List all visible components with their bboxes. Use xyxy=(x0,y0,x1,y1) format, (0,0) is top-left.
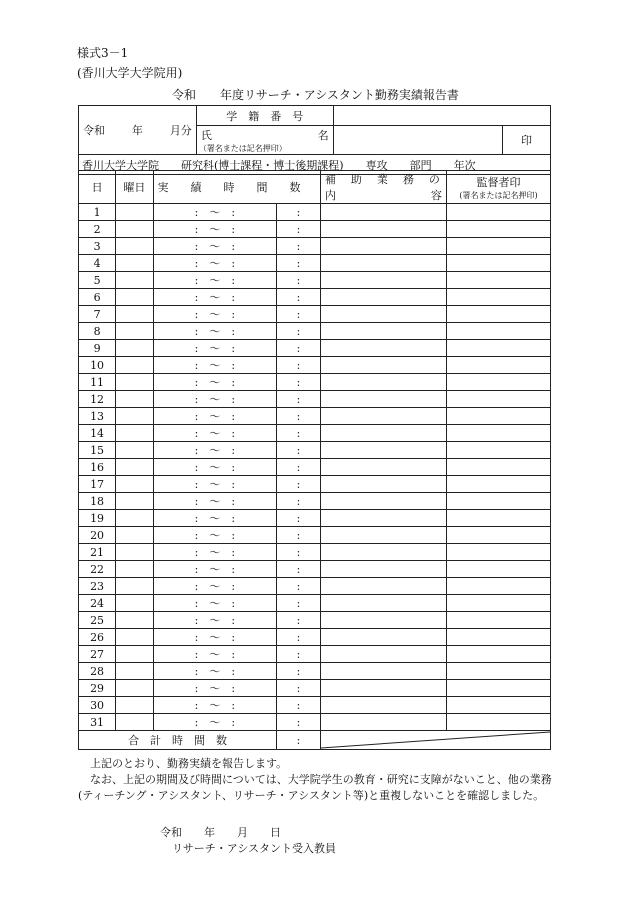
hours-cell[interactable]: : xyxy=(277,323,321,340)
weekday-cell[interactable] xyxy=(116,425,153,442)
time-range-cell[interactable]: : 〜 : xyxy=(153,544,277,561)
duties-header-right: 容 xyxy=(430,189,442,202)
weekday-cell[interactable] xyxy=(116,255,153,272)
duty-content-cell[interactable] xyxy=(320,629,446,646)
seal-mark: 印 xyxy=(503,126,551,155)
day-number: 22 xyxy=(79,561,116,578)
supervisor-seal-cell[interactable] xyxy=(446,493,550,510)
time-range-cell[interactable]: : 〜 : xyxy=(153,425,277,442)
time-range-cell[interactable]: : 〜 : xyxy=(153,442,277,459)
duty-content-cell[interactable] xyxy=(320,238,446,255)
supervisor-seal-cell[interactable] xyxy=(446,323,550,340)
day-row xyxy=(79,680,551,697)
day-row xyxy=(79,459,551,476)
hours-cell[interactable]: : xyxy=(277,442,321,459)
hours-cell[interactable]: : xyxy=(277,714,321,731)
day-row xyxy=(79,697,551,714)
supervisor-seal-cell[interactable] xyxy=(446,510,550,527)
affiliation-line[interactable]: 香川大学大学院 研究科(博士課程・博士後期課程) 専攻 部門 年次 xyxy=(79,155,551,175)
day-number: 29 xyxy=(79,680,116,697)
hours-cell[interactable]: : xyxy=(277,680,321,697)
day-number: 1 xyxy=(79,204,116,221)
weekday-header: 曜日 xyxy=(116,171,153,204)
duty-content-cell[interactable] xyxy=(320,493,446,510)
document-title: 令和 年度リサーチ・アシスタント勤務実績報告書 xyxy=(172,88,459,102)
duty-content-cell[interactable] xyxy=(320,663,446,680)
strike-line xyxy=(321,731,550,749)
day-number: 30 xyxy=(79,697,116,714)
time-range-cell[interactable]: : 〜 : xyxy=(153,357,277,374)
day-row xyxy=(79,357,551,374)
hours-cell[interactable]: : xyxy=(277,578,321,595)
student-id-label: 学 籍 番 号 xyxy=(196,106,333,126)
weekday-cell[interactable] xyxy=(116,391,153,408)
supervisor-seal-cell[interactable] xyxy=(446,391,550,408)
supervisor-seal-cell[interactable] xyxy=(446,476,550,493)
weekday-cell[interactable] xyxy=(116,595,153,612)
weekday-cell[interactable] xyxy=(116,476,153,493)
day-number: 19 xyxy=(79,510,116,527)
duty-content-cell[interactable] xyxy=(320,646,446,663)
form-number: 様式3－1 xyxy=(77,46,129,60)
hours-header: 実 績 時 間 数 xyxy=(153,171,320,204)
time-range-cell[interactable]: : 〜 : xyxy=(153,255,277,272)
hours-cell[interactable]: : xyxy=(277,391,321,408)
weekday-cell[interactable] xyxy=(116,697,153,714)
day-row xyxy=(79,612,551,629)
duty-content-cell[interactable] xyxy=(320,578,446,595)
day-row xyxy=(79,578,551,595)
hours-cell[interactable]: : xyxy=(277,238,321,255)
duty-content-cell[interactable] xyxy=(320,272,446,289)
hours-cell[interactable]: : xyxy=(277,306,321,323)
duty-content-cell[interactable] xyxy=(320,306,446,323)
weekday-cell[interactable] xyxy=(116,629,153,646)
hours-cell[interactable]: : xyxy=(277,493,321,510)
weekday-cell[interactable] xyxy=(116,510,153,527)
duty-content-cell[interactable] xyxy=(320,323,446,340)
supervisor-seal-cell[interactable] xyxy=(446,255,550,272)
hours-cell[interactable]: : xyxy=(277,289,321,306)
duty-content-cell[interactable] xyxy=(320,697,446,714)
hours-cell[interactable]: : xyxy=(277,510,321,527)
day-number: 25 xyxy=(79,612,116,629)
day-row xyxy=(79,323,551,340)
time-range-cell[interactable]: : 〜 : xyxy=(153,476,277,493)
day-row xyxy=(79,408,551,425)
duties-header-top: 補 助 業 務 の xyxy=(324,173,442,186)
weekday-cell[interactable] xyxy=(116,357,153,374)
day-number: 11 xyxy=(79,374,116,391)
day-row xyxy=(79,289,551,306)
duty-content-cell[interactable] xyxy=(320,442,446,459)
supervisor-seal-cell[interactable] xyxy=(446,697,550,714)
supervisor-seal-cell[interactable] xyxy=(446,680,550,697)
day-row xyxy=(79,391,551,408)
hours-cell[interactable]: : xyxy=(277,612,321,629)
time-range-cell[interactable]: : 〜 : xyxy=(153,663,277,680)
day-number: 12 xyxy=(79,391,116,408)
day-number: 8 xyxy=(79,323,116,340)
supervisor-seal-cell[interactable] xyxy=(446,629,550,646)
day-number: 31 xyxy=(79,714,116,731)
day-number: 16 xyxy=(79,459,116,476)
time-range-cell[interactable]: : 〜 : xyxy=(153,680,277,697)
hours-cell[interactable]: : xyxy=(277,425,321,442)
weekday-cell[interactable] xyxy=(116,680,153,697)
duty-content-cell[interactable] xyxy=(320,221,446,238)
duty-content-cell[interactable] xyxy=(320,561,446,578)
day-row xyxy=(79,595,551,612)
duty-content-cell[interactable] xyxy=(320,289,446,306)
duty-content-cell[interactable] xyxy=(320,255,446,272)
duty-content-cell[interactable] xyxy=(320,204,446,221)
day-row xyxy=(79,255,551,272)
day-number: 13 xyxy=(79,408,116,425)
time-range-cell[interactable]: : 〜 : xyxy=(153,272,277,289)
day-number: 21 xyxy=(79,544,116,561)
weekday-cell[interactable] xyxy=(116,527,153,544)
supervisor-header-note: (署名または記名押印) xyxy=(459,190,538,200)
day-row xyxy=(79,306,551,323)
duty-content-cell[interactable] xyxy=(320,357,446,374)
duty-content-cell[interactable] xyxy=(320,680,446,697)
day-number: 4 xyxy=(79,255,116,272)
year-label: 年 xyxy=(131,124,143,137)
weekday-cell[interactable] xyxy=(116,374,153,391)
weekday-cell[interactable] xyxy=(116,459,153,476)
day-number: 7 xyxy=(79,306,116,323)
supervisor-header-label: 監督者印 xyxy=(476,175,521,189)
name-label-left: 氏 xyxy=(200,128,212,142)
weekday-cell[interactable] xyxy=(116,612,153,629)
day-row xyxy=(79,204,551,221)
duty-content-cell[interactable] xyxy=(320,459,446,476)
weekday-cell[interactable] xyxy=(116,663,153,680)
hours-cell[interactable]: : xyxy=(277,204,321,221)
duty-content-cell[interactable] xyxy=(320,595,446,612)
day-number: 20 xyxy=(79,527,116,544)
time-range-cell[interactable]: : 〜 : xyxy=(153,408,277,425)
usage-note: (香川大学大学院用) xyxy=(77,66,183,80)
day-number: 18 xyxy=(79,493,116,510)
weekday-cell[interactable] xyxy=(116,493,153,510)
supervisor-seal-cell[interactable] xyxy=(446,272,550,289)
supervisor-seal-cell[interactable] xyxy=(446,374,550,391)
time-range-cell[interactable]: : 〜 : xyxy=(153,391,277,408)
supervisor-seal-cell[interactable] xyxy=(446,595,550,612)
confirmation-note: なお、上記の期間及び時間については、大学院学生の教育・研究に支障がないこと、他の業務(ティーチング・アシスタント、リサーチ・アシスタント等)と重複しないことを確認しました。 xyxy=(78,773,552,802)
supervisor-seal-cell[interactable] xyxy=(446,425,550,442)
hours-cell[interactable]: : xyxy=(277,221,321,238)
hours-cell[interactable]: : xyxy=(277,544,321,561)
hours-cell[interactable]: : xyxy=(277,272,321,289)
day-row xyxy=(79,629,551,646)
weekday-cell[interactable] xyxy=(116,646,153,663)
era-label: 令和 xyxy=(83,124,105,137)
day-row xyxy=(79,476,551,493)
time-range-cell[interactable]: : 〜 : xyxy=(153,289,277,306)
day-row xyxy=(79,425,551,442)
duty-content-cell[interactable] xyxy=(320,714,446,731)
hours-cell[interactable]: : xyxy=(277,408,321,425)
weekday-cell[interactable] xyxy=(116,561,153,578)
time-range-cell[interactable]: : 〜 : xyxy=(153,527,277,544)
day-number: 28 xyxy=(79,663,116,680)
hours-cell[interactable]: : xyxy=(277,459,321,476)
supervisor-seal-cell[interactable] xyxy=(446,442,550,459)
supervisor-seal-cell[interactable] xyxy=(446,238,550,255)
supervisor-seal-cell[interactable] xyxy=(446,527,550,544)
supervisor-seal-cell[interactable] xyxy=(446,714,550,731)
hours-cell[interactable]: : xyxy=(277,357,321,374)
day-number: 10 xyxy=(79,357,116,374)
time-range-cell[interactable]: : 〜 : xyxy=(153,578,277,595)
weekday-cell[interactable] xyxy=(116,578,153,595)
time-range-cell[interactable]: : 〜 : xyxy=(153,374,277,391)
duty-content-cell[interactable] xyxy=(320,374,446,391)
time-range-cell[interactable]: : 〜 : xyxy=(153,493,277,510)
weekday-cell[interactable] xyxy=(116,340,153,357)
duty-content-cell[interactable] xyxy=(320,510,446,527)
duty-content-cell[interactable] xyxy=(320,612,446,629)
supervisor-seal-cell[interactable] xyxy=(446,544,550,561)
student-id-field[interactable] xyxy=(333,106,550,126)
time-range-cell[interactable]: : 〜 : xyxy=(153,612,277,629)
day-number: 15 xyxy=(79,442,116,459)
time-range-cell[interactable]: : 〜 : xyxy=(153,238,277,255)
hours-cell[interactable]: : xyxy=(277,374,321,391)
day-row xyxy=(79,272,551,289)
period-cell[interactable] xyxy=(79,106,197,155)
day-row xyxy=(79,714,551,731)
supervisor-seal-cell[interactable] xyxy=(446,357,550,374)
day-number: 2 xyxy=(79,221,116,238)
supervisor-seal-cell[interactable] xyxy=(446,289,550,306)
weekday-cell[interactable] xyxy=(116,714,153,731)
day-row xyxy=(79,340,551,357)
supervisor-seal-cell[interactable] xyxy=(446,612,550,629)
time-range-cell[interactable]: : 〜 : xyxy=(153,510,277,527)
day-row xyxy=(79,663,551,680)
day-number: 17 xyxy=(79,476,116,493)
day-number: 6 xyxy=(79,289,116,306)
duty-content-cell[interactable] xyxy=(320,544,446,561)
day-row xyxy=(79,544,551,561)
supervisor-seal-cell[interactable] xyxy=(446,561,550,578)
weekday-cell[interactable] xyxy=(116,544,153,561)
info-table xyxy=(78,105,551,175)
time-range-cell[interactable]: : 〜 : xyxy=(153,459,277,476)
hours-cell[interactable]: : xyxy=(277,697,321,714)
hours-cell[interactable]: : xyxy=(277,476,321,493)
supervisor-seal-cell[interactable] xyxy=(446,663,550,680)
report-statement: 上記のとおり、勤務実績を報告します。 xyxy=(90,757,288,770)
day-number: 14 xyxy=(79,425,116,442)
day-number: 3 xyxy=(79,238,116,255)
name-field[interactable] xyxy=(333,126,502,155)
date-line[interactable]: 令和 年 月 日 xyxy=(160,826,281,839)
day-row xyxy=(79,510,551,527)
supervisor-seal-cell[interactable] xyxy=(446,306,550,323)
time-range-cell[interactable]: : 〜 : xyxy=(153,221,277,238)
hours-cell[interactable]: : xyxy=(277,595,321,612)
weekday-cell[interactable] xyxy=(116,442,153,459)
name-label-right: 名 xyxy=(317,128,329,142)
hours-cell[interactable]: : xyxy=(277,629,321,646)
day-number: 23 xyxy=(79,578,116,595)
supervising-faculty: リサーチ・アシスタント受入教員 xyxy=(172,842,337,855)
supervisor-seal-cell[interactable] xyxy=(446,204,550,221)
day-number: 24 xyxy=(79,595,116,612)
day-number: 27 xyxy=(79,646,116,663)
day-row xyxy=(79,221,551,238)
time-range-cell[interactable]: : 〜 : xyxy=(153,323,277,340)
hours-cell[interactable]: : xyxy=(277,255,321,272)
day-header: 日 xyxy=(79,171,116,204)
weekday-cell[interactable] xyxy=(116,272,153,289)
time-range-cell[interactable]: : 〜 : xyxy=(153,204,277,221)
supervisor-seal-cell[interactable] xyxy=(446,340,550,357)
time-range-cell[interactable]: : 〜 : xyxy=(153,306,277,323)
time-range-cell[interactable]: : 〜 : xyxy=(153,646,277,663)
day-row xyxy=(79,527,551,544)
day-row xyxy=(79,493,551,510)
weekday-cell[interactable] xyxy=(116,306,153,323)
hours-cell[interactable]: : xyxy=(277,646,321,663)
total-label: 合 計 時 間 数 xyxy=(79,731,277,750)
supervisor-seal-cell[interactable] xyxy=(446,578,550,595)
time-range-cell[interactable]: : 〜 : xyxy=(153,629,277,646)
day-row xyxy=(79,374,551,391)
supervisor-seal-cell[interactable] xyxy=(446,221,550,238)
name-label-cell xyxy=(196,126,333,155)
duties-header-left: 内 xyxy=(324,189,336,202)
duty-content-cell[interactable] xyxy=(320,391,446,408)
hours-cell[interactable]: : xyxy=(277,340,321,357)
day-row xyxy=(79,238,551,255)
day-number: 26 xyxy=(79,629,116,646)
duty-content-cell[interactable] xyxy=(320,340,446,357)
time-range-cell[interactable]: : 〜 : xyxy=(153,561,277,578)
time-range-cell[interactable]: : 〜 : xyxy=(153,714,277,731)
hours-cell[interactable]: : xyxy=(277,663,321,680)
supervisor-header xyxy=(446,171,550,204)
day-row xyxy=(79,442,551,459)
weekday-cell[interactable] xyxy=(116,408,153,425)
duties-header xyxy=(320,171,446,204)
day-row xyxy=(79,646,551,663)
supervisor-seal-cell[interactable] xyxy=(446,408,550,425)
attendance-table xyxy=(78,170,551,750)
day-row xyxy=(79,561,551,578)
name-note: （署名または記名押印） xyxy=(198,143,287,153)
time-range-cell[interactable]: : 〜 : xyxy=(153,595,277,612)
day-number: 5 xyxy=(79,272,116,289)
day-number: 9 xyxy=(79,340,116,357)
duty-content-cell[interactable] xyxy=(320,527,446,544)
weekday-cell[interactable] xyxy=(116,221,153,238)
supervisor-seal-cell[interactable] xyxy=(446,459,550,476)
hours-cell[interactable]: : xyxy=(277,561,321,578)
total-hours[interactable]: : xyxy=(277,731,321,750)
time-range-cell[interactable]: : 〜 : xyxy=(153,340,277,357)
duty-content-cell[interactable] xyxy=(320,408,446,425)
hours-cell[interactable]: : xyxy=(277,527,321,544)
weekday-cell[interactable] xyxy=(116,238,153,255)
weekday-cell[interactable] xyxy=(116,204,153,221)
month-label: 月分 xyxy=(169,124,192,137)
duty-content-cell[interactable] xyxy=(320,476,446,493)
total-blank xyxy=(320,731,550,750)
duty-content-cell[interactable] xyxy=(320,425,446,442)
weekday-cell[interactable] xyxy=(116,289,153,306)
time-range-cell[interactable]: : 〜 : xyxy=(153,697,277,714)
supervisor-seal-cell[interactable] xyxy=(446,646,550,663)
weekday-cell[interactable] xyxy=(116,323,153,340)
